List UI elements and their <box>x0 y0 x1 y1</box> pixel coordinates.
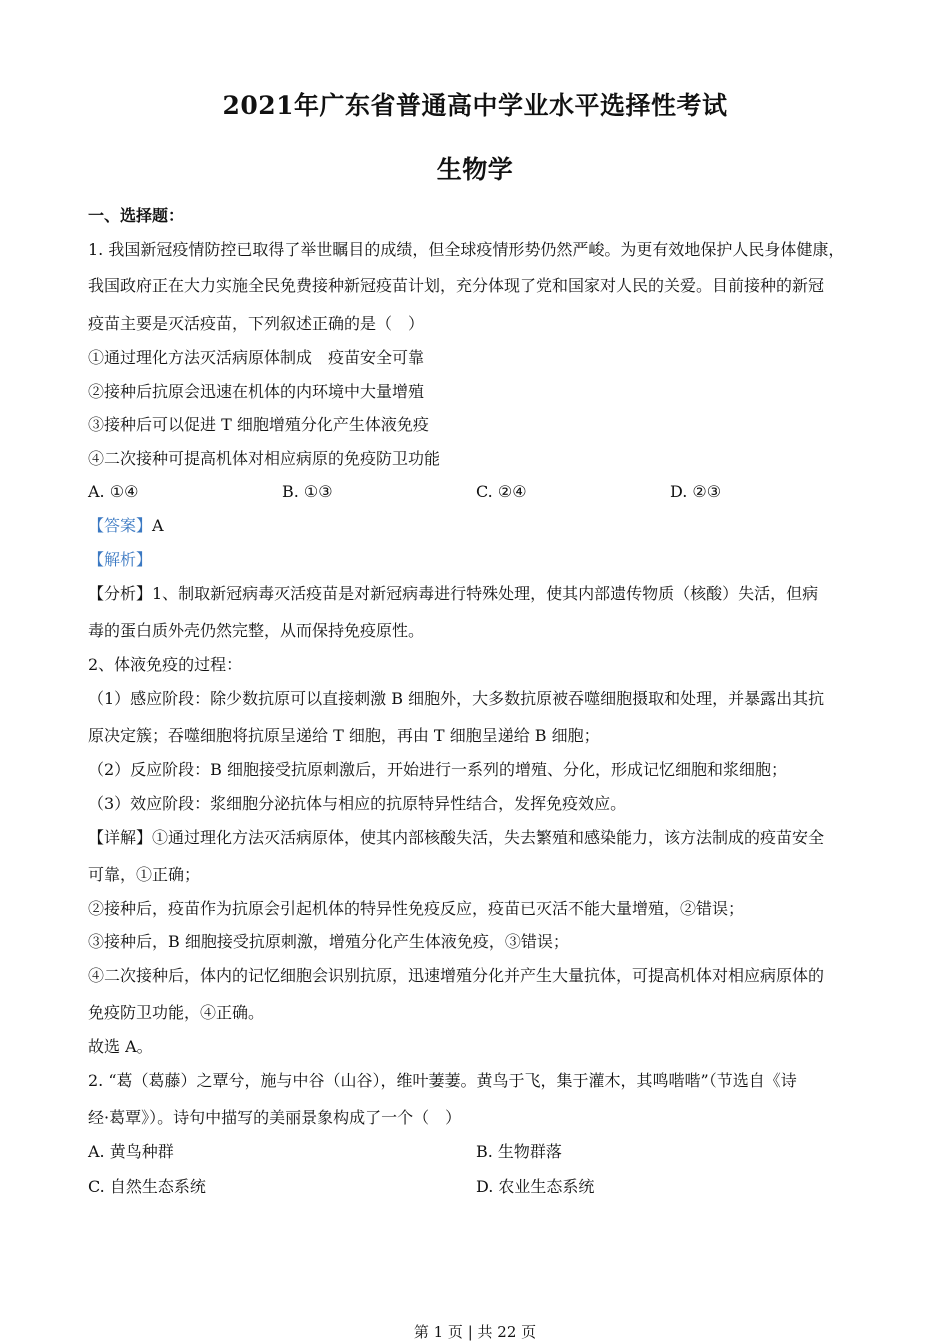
analysis-line: ②接种后，疫苗作为抗原会引起机体的特异性免疫反应，疫苗已灭活不能大量增殖，②错误； <box>88 899 745 918</box>
subject-title: 生物学 <box>436 155 514 184</box>
analysis-line: （1）感应阶段：除少数抗原可以直接刺激 B 细胞外，大多数抗原被吞噬细胞摄取和处理，并暴露出其抗 <box>88 689 825 708</box>
q2-option-c: C. 自然生态系统 <box>88 1177 206 1196</box>
q1-option-a: A. ①④ <box>88 482 139 501</box>
analysis-line: ③接种后，B 细胞接受抗原刺激，增殖分化产生体液免疫，③错误； <box>88 932 569 951</box>
q2-option-d: D. 农业生态系统 <box>476 1177 595 1196</box>
q1-statement: ③接种后可以促进 T 细胞增殖分化产生体液免疫 <box>88 415 429 434</box>
q2-option-b: B. 生物群落 <box>476 1142 562 1161</box>
analysis-line: 免疫防卫功能，④正确。 <box>88 1003 265 1022</box>
analysis-line: 故选 A。 <box>88 1037 153 1056</box>
analysis-line: 【详解】①通过理化方法灭活病原体，使其内部核酸失活，失去繁殖和感染能力，该方法制成的疫苗安全 <box>88 828 825 847</box>
q1-option-b: B. ①③ <box>282 482 333 501</box>
answer-value: A <box>152 516 164 535</box>
q1-option-d: D. ②③ <box>670 482 722 501</box>
q1-option-c: C. ②④ <box>476 482 527 501</box>
q2-stem-line: 2. “葛（葛藤）之覃兮，施与中谷（山谷），维叶萋萋。黄鸟于飞，集于灌木，其鸣喈喈”（节选自《诗 <box>88 1071 797 1090</box>
section-heading: 一、选择题： <box>88 206 185 225</box>
exam-title: 2021年广东省普通高中学业水平选择性考试 <box>222 91 728 120</box>
analysis-line: 可靠，①正确； <box>88 865 201 884</box>
q1-statement: ④二次接种可提高机体对相应病原的免疫防卫功能 <box>88 449 441 468</box>
analysis-line: （2）反应阶段：B 细胞接受抗原刺激后，开始进行一系列的增殖、分化，形成记忆细胞和浆细胞； <box>88 760 788 779</box>
analysis-line: 2、体液免疫的过程： <box>88 655 243 674</box>
analysis-line: 原决定簇；吞噬细胞将抗原呈递给 T 细胞，再由 T 细胞呈递给 B 细胞； <box>88 726 600 745</box>
q1-answer-row <box>88 516 868 536</box>
q2-option-a: A. 黄鸟种群 <box>88 1142 174 1161</box>
analysis-line: 【分析】1、制取新冠病毒灭活疫苗是对新冠病毒进行特殊处理，使其内部遗传物质（核酸）失活，但病 <box>88 584 819 603</box>
analysis-line: （3）效应阶段：浆细胞分泌抗体与相应的抗原特异性结合，发挥免疫效应。 <box>88 794 627 813</box>
answer-tag: 【答案】 <box>88 516 153 535</box>
q1-stem-line: 1. 我国新冠疫情防控已取得了举世瞩目的成绩，但全球疫情形势仍然严峻。为更有效地保护人民身体健康， <box>88 240 845 259</box>
analysis-tag: 【解析】 <box>88 550 153 569</box>
analysis-line: 毒的蛋白质外壳仍然完整，从而保持免疫原性。 <box>88 621 425 640</box>
q1-stem-line: 我国政府正在大力实施全民免费接种新冠疫苗计划，充分体现了党和国家对人民的关爱。目前接种的新冠 <box>88 276 825 295</box>
analysis-line: ④二次接种后，体内的记忆细胞会识别抗原，迅速增殖分化并产生大量抗体，可提高机体对相应病原体的 <box>88 966 825 985</box>
q1-stem-line: 疫苗主要是灭活疫苗，下列叙述正确的是（ ） <box>88 314 425 333</box>
q2-stem-line: 经·葛覃》）。诗句中描写的美丽景象构成了一个（ ） <box>88 1108 462 1127</box>
q1-statement: ②接种后抗原会迅速在机体的内环境中大量增殖 <box>88 382 425 401</box>
q1-statement: ①通过理化方法灭活病原体制成 疫苗安全可靠 <box>88 348 425 367</box>
page-footer: 第 1 页 | 共 22 页 <box>413 1323 537 1341</box>
